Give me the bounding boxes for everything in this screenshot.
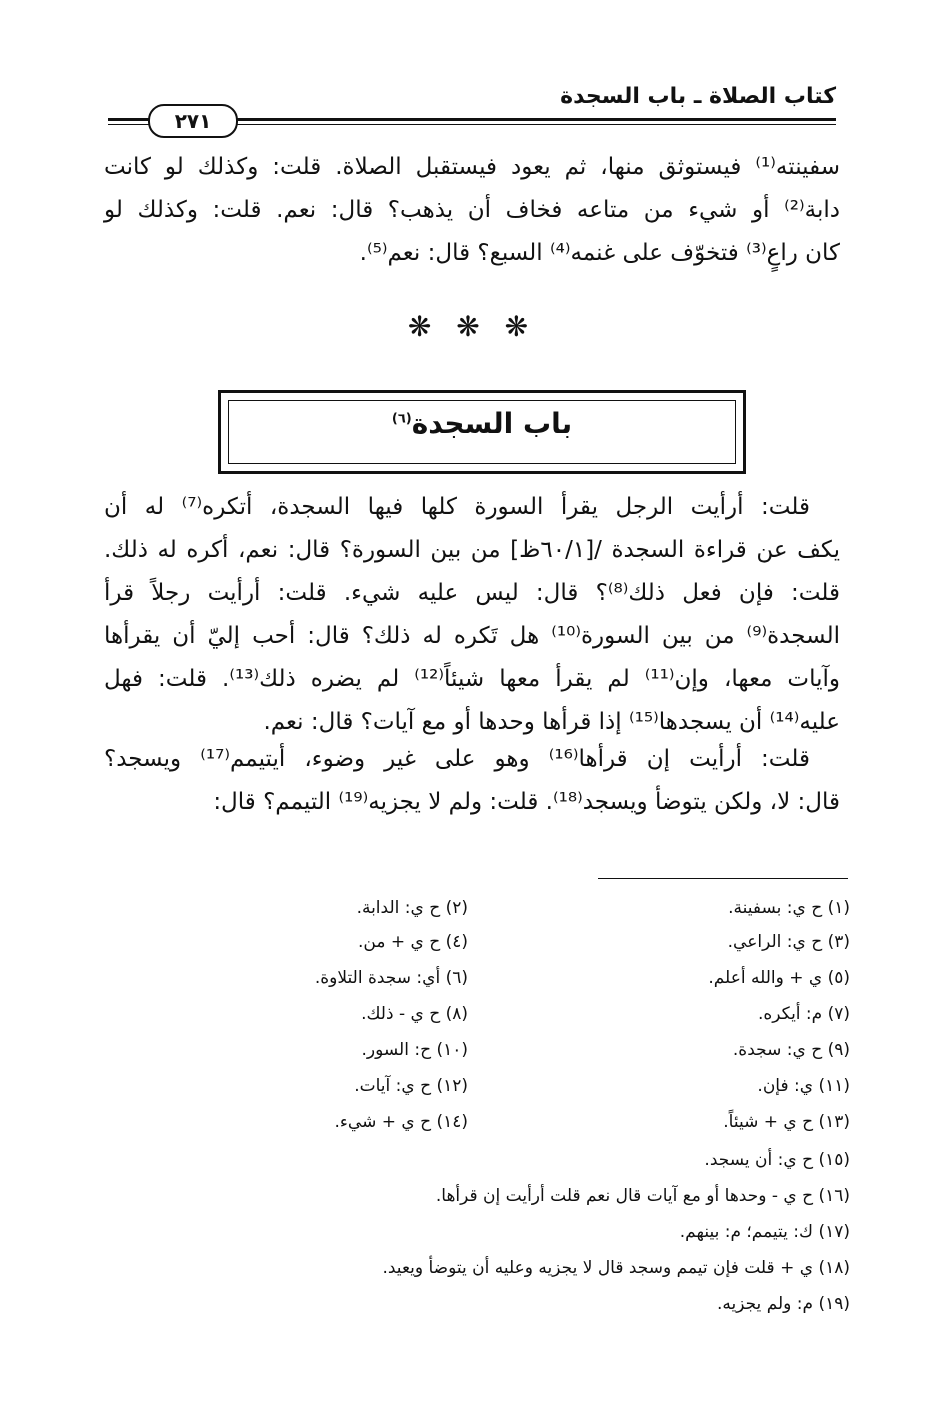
footnote-4: (٤) ح ي + من. xyxy=(357,932,468,952)
text-line: قلت: فإن فعل ذلك⁽⁸⁾؟ قال: ليس عليه شيء. قلت: أرأيت رجلاً قرأ xyxy=(104,580,840,606)
page-number: ٢٧١ xyxy=(148,104,238,138)
footnote-3: (٣) ح ي: الراعي. xyxy=(727,932,850,952)
footnote-18: (١٨) ي + قلت فإن تيمم وسجد قال لا يجزيه وعليه أن يتوضأ ويعيد. xyxy=(382,1258,850,1278)
footnote-10: (١٠) ح: السور. xyxy=(361,1040,468,1060)
running-title: كتاب الصلاة ـ باب السجدة xyxy=(560,84,836,109)
text-line: وآيات معها، وإن⁽¹¹⁾ لم يقرأ معها شيئاً⁽¹²⁾ لم يضره ذلك⁽¹³⁾. قلت: فهل xyxy=(104,666,840,692)
footnote-13: (١٣) ح ي + شيئاً. xyxy=(723,1112,850,1132)
footnote-8: (٨) ح ي - ذلك. xyxy=(361,1004,468,1024)
text-line: قلت: أرأيت إن قرأها⁽¹⁶⁾ وهو على غير وضوء، أيتيمم⁽¹⁷⁾ ويسجد؟ xyxy=(104,746,811,772)
text-line: يكف عن قراءة السجدة /[٦٠/١ظ] من بين السورة؟ قال: نعم، أكره له ذلك. xyxy=(104,537,840,563)
text-line: سفينته⁽¹⁾ فيستوثق منها، ثم يعود فيستقبل الصلاة. قلت: وكذلك لو كانت xyxy=(104,154,840,180)
text-line: السجدة⁽⁹⁾ من بين السورة⁽¹⁰⁾ هل تَكره له ذلك؟ قال: أحب إليّ أن يقرأها xyxy=(104,623,840,649)
chapter-title-note: (٦) xyxy=(391,411,412,427)
paragraph-3 xyxy=(104,738,840,824)
paragraph-1 xyxy=(104,146,840,275)
text-line: عليه⁽¹⁴⁾ أن يسجدها⁽¹⁵⁾ إذا قرأها وحدها أو مع آيات؟ قال: نعم. xyxy=(263,709,840,735)
footnote-14: (١٤) ح ي + شيء. xyxy=(334,1112,468,1132)
text-line: قال: لا، ولكن يتوضأ ويسجد⁽¹⁸⁾. قلت: ولم لا يجزيه⁽¹⁹⁾ التيمم؟ قال: xyxy=(213,789,840,815)
text-line: قلت: أرأيت الرجل يقرأ السورة كلها فيها السجدة، أتكره⁽⁷⁾ له أن xyxy=(104,494,810,520)
section-separator: ❋ ❋ ❋ xyxy=(407,310,537,343)
footnote-2: (٢) ح ي: الدابة. xyxy=(356,898,468,918)
chapter-title xyxy=(221,407,743,440)
chapter-title-text: باب السجدة xyxy=(411,407,573,440)
chapter-title-frame xyxy=(218,390,746,474)
footnote-11: (١١) ي: فإن. xyxy=(757,1076,850,1096)
footnote-7: (٧) م: أيكره. xyxy=(757,1004,850,1024)
footnote-9: (٩) ح ي: سجدة. xyxy=(732,1040,850,1060)
footnote-12: (١٢) ح ي: آيات. xyxy=(354,1076,468,1096)
footnote-1: (١) ح ي: بسفينة. xyxy=(728,898,850,918)
paragraph-2 xyxy=(104,486,840,744)
footnote-17: (١٧) ك: يتيمم؛ م: بينهم. xyxy=(679,1222,850,1242)
text-line: كان راعٍ⁽³⁾ فتخوّف على غنمه⁽⁴⁾ السبع؟ قال: نعم⁽⁵⁾. xyxy=(359,240,840,266)
footnote-19: (١٩) م: ولم يجزيه. xyxy=(716,1294,850,1314)
footnote-6: (٦) أي: سجدة التلاوة. xyxy=(314,968,468,988)
text-line: دابة⁽²⁾ أو شيء من متاعه فخاف أن يذهب؟ قال: نعم. قلت: وكذلك لو xyxy=(104,197,840,223)
footnote-15: (١٥) ح ي: أن يسجد. xyxy=(704,1150,850,1170)
footnote-rule xyxy=(598,878,848,879)
footnote-16: (١٦) ح ي - وحدها أو مع آيات قال نعم قلت أرأيت إن قرأها. xyxy=(435,1186,850,1206)
footnote-5: (٥) ي + والله أعلم. xyxy=(708,968,850,988)
